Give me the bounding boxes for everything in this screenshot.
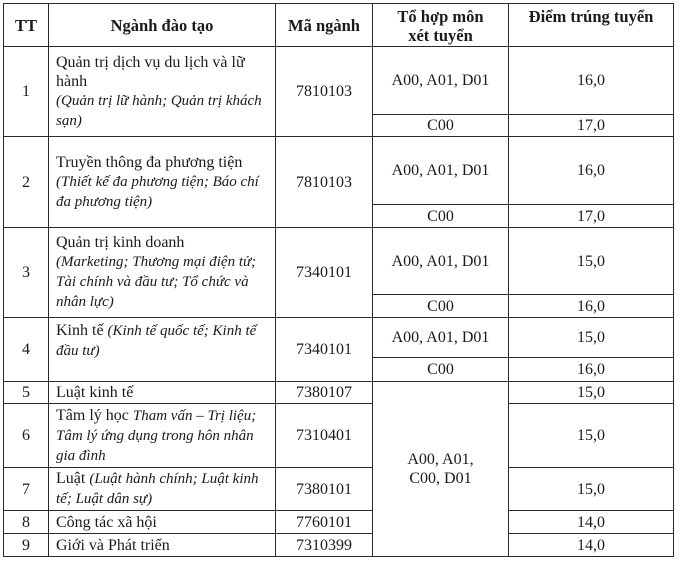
table-row: [4, 318, 674, 358]
table-row: [4, 404, 674, 468]
subject-combination: A00, A01, D01: [373, 318, 509, 358]
admission-score: 15,0: [509, 318, 674, 358]
major-name: [49, 534, 276, 557]
header-score: Điểm trúng tuyển: [509, 4, 674, 47]
major-title: Giới và Phát triển: [56, 536, 170, 554]
row-number: 6: [4, 404, 49, 468]
major-code: 7760101: [276, 511, 373, 534]
major-title: Công tác xã hội: [56, 513, 157, 531]
shared-subject-combination: [373, 382, 509, 557]
major-code: 7310399: [276, 534, 373, 557]
admission-scores-table: [3, 3, 674, 557]
major-title: Tâm lý học: [56, 406, 129, 424]
shared-combo-text: A00, A01, C00, D01: [407, 451, 474, 487]
admission-score: 15,0: [509, 228, 674, 295]
major-name: [49, 404, 276, 468]
row-number: 2: [4, 137, 49, 228]
major-code: 7380101: [276, 468, 373, 511]
subject-combination: C00: [373, 358, 509, 382]
header-tt: TT: [4, 4, 49, 47]
major-title: Kinh tế: [56, 322, 104, 339]
admission-score: 17,0: [509, 115, 674, 137]
table-row: [4, 47, 674, 115]
major-code: 7380107: [276, 382, 373, 404]
major-title: Quản trị dịch vụ du lịch và lữ hành: [56, 53, 245, 90]
major-title: Luật: [56, 470, 86, 487]
table-row: [4, 468, 674, 511]
subject-combination: C00: [373, 115, 509, 137]
admission-score: 15,0: [509, 468, 674, 511]
major-specializations: (Kinh tế quốc tế; Kinh tế đầu tư): [56, 323, 257, 359]
table-row: [4, 228, 674, 295]
major-name: [49, 382, 276, 404]
table-row: [4, 382, 674, 404]
admission-score: 16,0: [509, 295, 674, 318]
major-specializations: (Thiết kế đa phương tiện; Báo chí đa phương tiện): [56, 173, 259, 210]
major-name: [49, 137, 276, 228]
major-specializations: Tham vấn – Trị liệu; Tâm lý ứng dụng trong hôn nhân gia đình: [56, 407, 257, 464]
table-row: [4, 511, 674, 534]
major-code: 7810103: [276, 47, 373, 137]
row-number: 7: [4, 468, 49, 511]
subject-combination: A00, A01, D01: [373, 47, 509, 115]
row-number: 1: [4, 47, 49, 137]
subject-combination: A00, A01, D01: [373, 228, 509, 295]
admission-score: 14,0: [509, 534, 674, 557]
major-code: 7810103: [276, 137, 373, 228]
admission-score: 15,0: [509, 382, 674, 404]
row-number: 8: [4, 511, 49, 534]
major-name: [49, 318, 276, 382]
major-title: Truyền thông đa phương tiện: [56, 153, 243, 171]
row-number: 5: [4, 382, 49, 404]
major-name: [49, 511, 276, 534]
major-code: 7340101: [276, 228, 373, 318]
admission-score: 16,0: [509, 47, 674, 115]
header-row: [4, 4, 674, 47]
subject-combination: C00: [373, 205, 509, 228]
major-code: 7340101: [276, 318, 373, 382]
subject-combination: A00, A01, D01: [373, 137, 509, 205]
row-number: 3: [4, 228, 49, 318]
major-title: Quản trị kinh doanh: [56, 234, 185, 251]
admission-score: 15,0: [509, 404, 674, 468]
row-number: 9: [4, 534, 49, 557]
major-name: [49, 228, 276, 318]
header-major: Ngành đào tạo: [49, 4, 276, 47]
admission-score: 14,0: [509, 511, 674, 534]
row-number: 4: [4, 318, 49, 382]
major-specializations: (Quản trị lữ hành; Quản trị khách sạn): [56, 92, 262, 129]
subject-combination: C00: [373, 295, 509, 318]
admission-score: 16,0: [509, 137, 674, 205]
major-specializations: (Marketing; Thương mại điện tử; Tài chính và đầu tư; Tổ chức và nhân lực): [56, 254, 257, 310]
admission-score: 16,0: [509, 358, 674, 382]
header-combo: Tổ hợp môn xét tuyển: [373, 4, 509, 47]
major-code: 7310401: [276, 404, 373, 468]
table-row: [4, 137, 674, 205]
major-name: [49, 47, 276, 137]
major-name: [49, 468, 276, 511]
header-code: Mã ngành: [276, 4, 373, 47]
major-specializations: (Luật hành chính; Luật kinh tế; Luật dân sự): [56, 471, 259, 507]
table-row: [4, 534, 674, 557]
admission-score: 17,0: [509, 205, 674, 228]
major-title: Luật kinh tế: [56, 384, 134, 401]
